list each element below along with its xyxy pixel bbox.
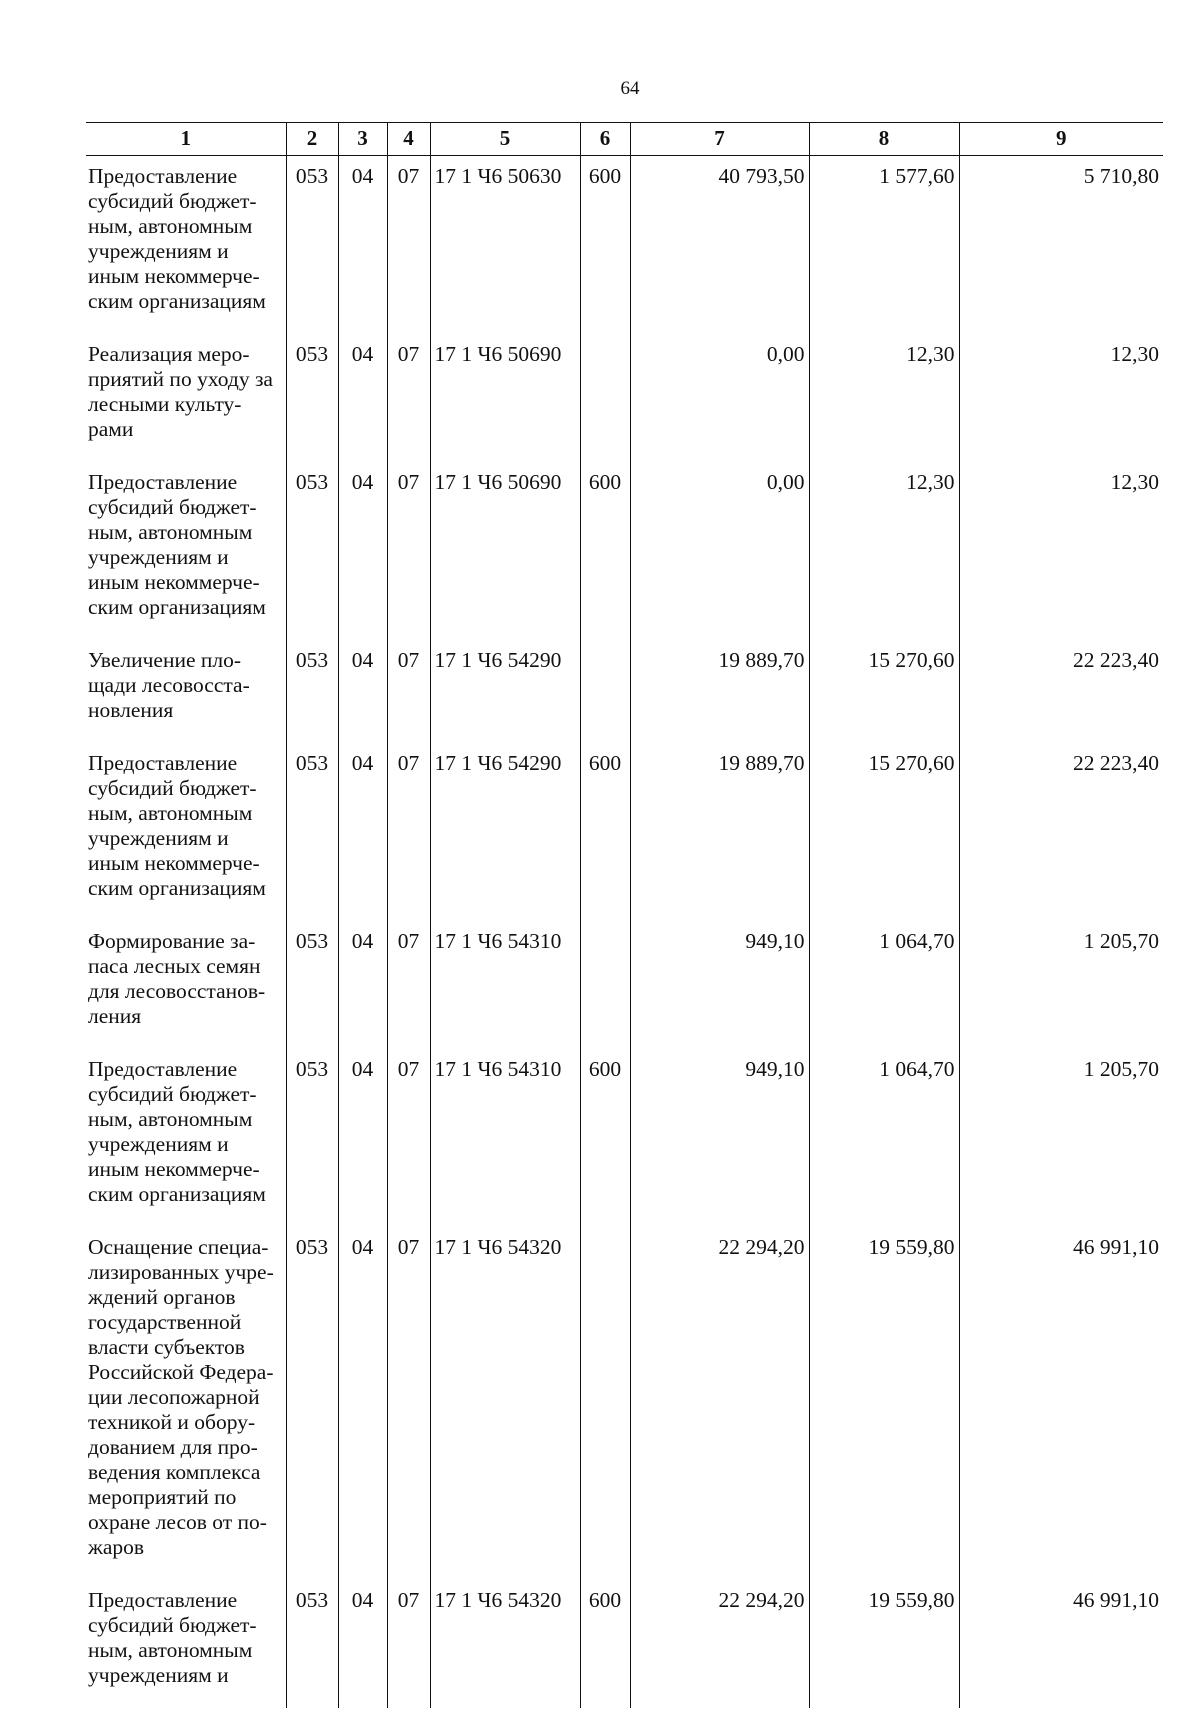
cell-name: Предоставление субсидий бюджет- ным, автономным учреждениям и [88, 1588, 257, 1687]
cell-name: Предоставление субсидий бюджет- ным, автономным учреждениям и иным некоммерче- ским организациям [88, 164, 266, 313]
cell-name: Реализация меро- приятий по уходу за лесными культу- рами [88, 342, 273, 441]
cell-razdel: 04 [338, 1227, 387, 1580]
cell-value-col8: 19 559,80 [809, 1580, 959, 1708]
cell-name: Предоставление субсидий бюджет- ным, автономным учреждениям и иным некоммерче- ским организациям [88, 751, 266, 900]
cell-value-col9: 12,30 [959, 334, 1163, 462]
cell-name: Предоставление субсидий бюджет- ным, автономным учреждениям и иным некоммерче- ским организациям [88, 470, 266, 619]
cell-value-col9: 12,30 [959, 462, 1163, 640]
header-row [86, 123, 1163, 156]
cell-razdel: 04 [338, 640, 387, 743]
cell-value-col8: 12,30 [809, 334, 959, 462]
cell-vid-rashodov: 600 [580, 743, 630, 921]
header-col-5: 5 [430, 123, 580, 156]
header-col-7: 7 [630, 123, 809, 156]
cell-razdel: 04 [338, 1049, 387, 1227]
header-col-6: 6 [580, 123, 630, 156]
cell-celevaya-statya: 17 1 Ч6 50690 [430, 462, 580, 640]
cell-razdel: 04 [338, 334, 387, 462]
budget-table [86, 122, 1163, 1708]
table-row [86, 921, 1163, 1049]
cell-kod: 053 [286, 640, 338, 743]
cell-podrazdel: 07 [387, 334, 430, 462]
cell-value-col8: 15 270,60 [809, 640, 959, 743]
table-row [86, 1580, 1163, 1708]
cell-value-col8: 1 064,70 [809, 1049, 959, 1227]
cell-kod: 053 [286, 743, 338, 921]
header-col-9: 9 [959, 123, 1163, 156]
cell-value-col8: 1 577,60 [809, 156, 959, 335]
cell-kod: 053 [286, 1580, 338, 1708]
cell-vid-rashodov: 600 [580, 1580, 630, 1708]
cell-razdel: 04 [338, 156, 387, 335]
cell-value-col9: 1 205,70 [959, 921, 1163, 1049]
cell-value-col7: 22 294,20 [630, 1580, 809, 1708]
cell-celevaya-statya: 17 1 Ч6 54310 [430, 1049, 580, 1227]
cell-celevaya-statya: 17 1 Ч6 54310 [430, 921, 580, 1049]
cell-value-col9: 1 205,70 [959, 1049, 1163, 1227]
table-row [86, 1049, 1163, 1227]
cell-razdel: 04 [338, 1580, 387, 1708]
cell-value-col8: 12,30 [809, 462, 959, 640]
header-col-2: 2 [286, 123, 338, 156]
table-row [86, 743, 1163, 921]
cell-value-col9: 5 710,80 [959, 156, 1163, 335]
table-row [86, 1227, 1163, 1580]
header-col-4: 4 [387, 123, 430, 156]
cell-celevaya-statya: 17 1 Ч6 54320 [430, 1580, 580, 1708]
cell-podrazdel: 07 [387, 156, 430, 335]
cell-value-col7: 22 294,20 [630, 1227, 809, 1580]
cell-razdel: 04 [338, 921, 387, 1049]
cell-podrazdel: 07 [387, 921, 430, 1049]
cell-podrazdel: 07 [387, 640, 430, 743]
cell-name: Увеличение пло- щади лесовосста- новления [88, 648, 250, 722]
cell-vid-rashodov: 600 [580, 156, 630, 335]
cell-celevaya-statya: 17 1 Ч6 50630 [430, 156, 580, 335]
budget-table-container [86, 122, 1163, 1708]
cell-celevaya-statya: 17 1 Ч6 54290 [430, 640, 580, 743]
cell-celevaya-statya: 17 1 Ч6 50690 [430, 334, 580, 462]
cell-value-col7: 19 889,70 [630, 640, 809, 743]
cell-value-col9: 46 991,10 [959, 1227, 1163, 1580]
header-col-1: 1 [86, 123, 286, 156]
cell-kod: 053 [286, 156, 338, 335]
table-row [86, 640, 1163, 743]
cell-value-col7: 949,10 [630, 921, 809, 1049]
cell-name: Оснащение специа- лизированных учре- ждений органов государственной власти субъектов Российской Федера- ции лесопожарной техникой и обору- дованием для про- ведения комплекса мероприятий по охране лесов от по- жаров [88, 1235, 274, 1559]
cell-podrazdel: 07 [387, 743, 430, 921]
table-row [86, 156, 1163, 335]
page-number: 64 [620, 78, 640, 99]
cell-vid-rashodov: 600 [580, 462, 630, 640]
cell-vid-rashodov: 600 [580, 1049, 630, 1227]
cell-vid-rashodov [580, 921, 630, 1049]
table-row [86, 462, 1163, 640]
cell-celevaya-statya: 17 1 Ч6 54320 [430, 1227, 580, 1580]
cell-vid-rashodov [580, 640, 630, 743]
cell-value-col7: 40 793,50 [630, 156, 809, 335]
cell-razdel: 04 [338, 462, 387, 640]
cell-value-col9: 46 991,10 [959, 1580, 1163, 1708]
cell-vid-rashodov [580, 334, 630, 462]
cell-podrazdel: 07 [387, 1580, 430, 1708]
cell-value-col8: 1 064,70 [809, 921, 959, 1049]
cell-podrazdel: 07 [387, 462, 430, 640]
cell-razdel: 04 [338, 743, 387, 921]
header-col-3: 3 [338, 123, 387, 156]
cell-value-col7: 19 889,70 [630, 743, 809, 921]
cell-vid-rashodov [580, 1227, 630, 1580]
cell-kod: 053 [286, 334, 338, 462]
cell-value-col8: 15 270,60 [809, 743, 959, 921]
cell-celevaya-statya: 17 1 Ч6 54290 [430, 743, 580, 921]
cell-value-col7: 0,00 [630, 334, 809, 462]
cell-value-col9: 22 223,40 [959, 640, 1163, 743]
cell-value-col7: 949,10 [630, 1049, 809, 1227]
cell-name: Предоставление субсидий бюджет- ным, автономным учреждениям и иным некоммерче- ским организациям [88, 1057, 266, 1206]
cell-name: Формирование за- паса лесных семян для лесовосстанов- ления [88, 929, 266, 1028]
cell-value-col9: 22 223,40 [959, 743, 1163, 921]
cell-podrazdel: 07 [387, 1049, 430, 1227]
cell-value-col7: 0,00 [630, 462, 809, 640]
cell-kod: 053 [286, 1049, 338, 1227]
cell-value-col8: 19 559,80 [809, 1227, 959, 1580]
cell-kod: 053 [286, 921, 338, 1049]
cell-kod: 053 [286, 462, 338, 640]
table-row [86, 334, 1163, 462]
header-col-8: 8 [809, 123, 959, 156]
cell-kod: 053 [286, 1227, 338, 1580]
cell-podrazdel: 07 [387, 1227, 430, 1580]
